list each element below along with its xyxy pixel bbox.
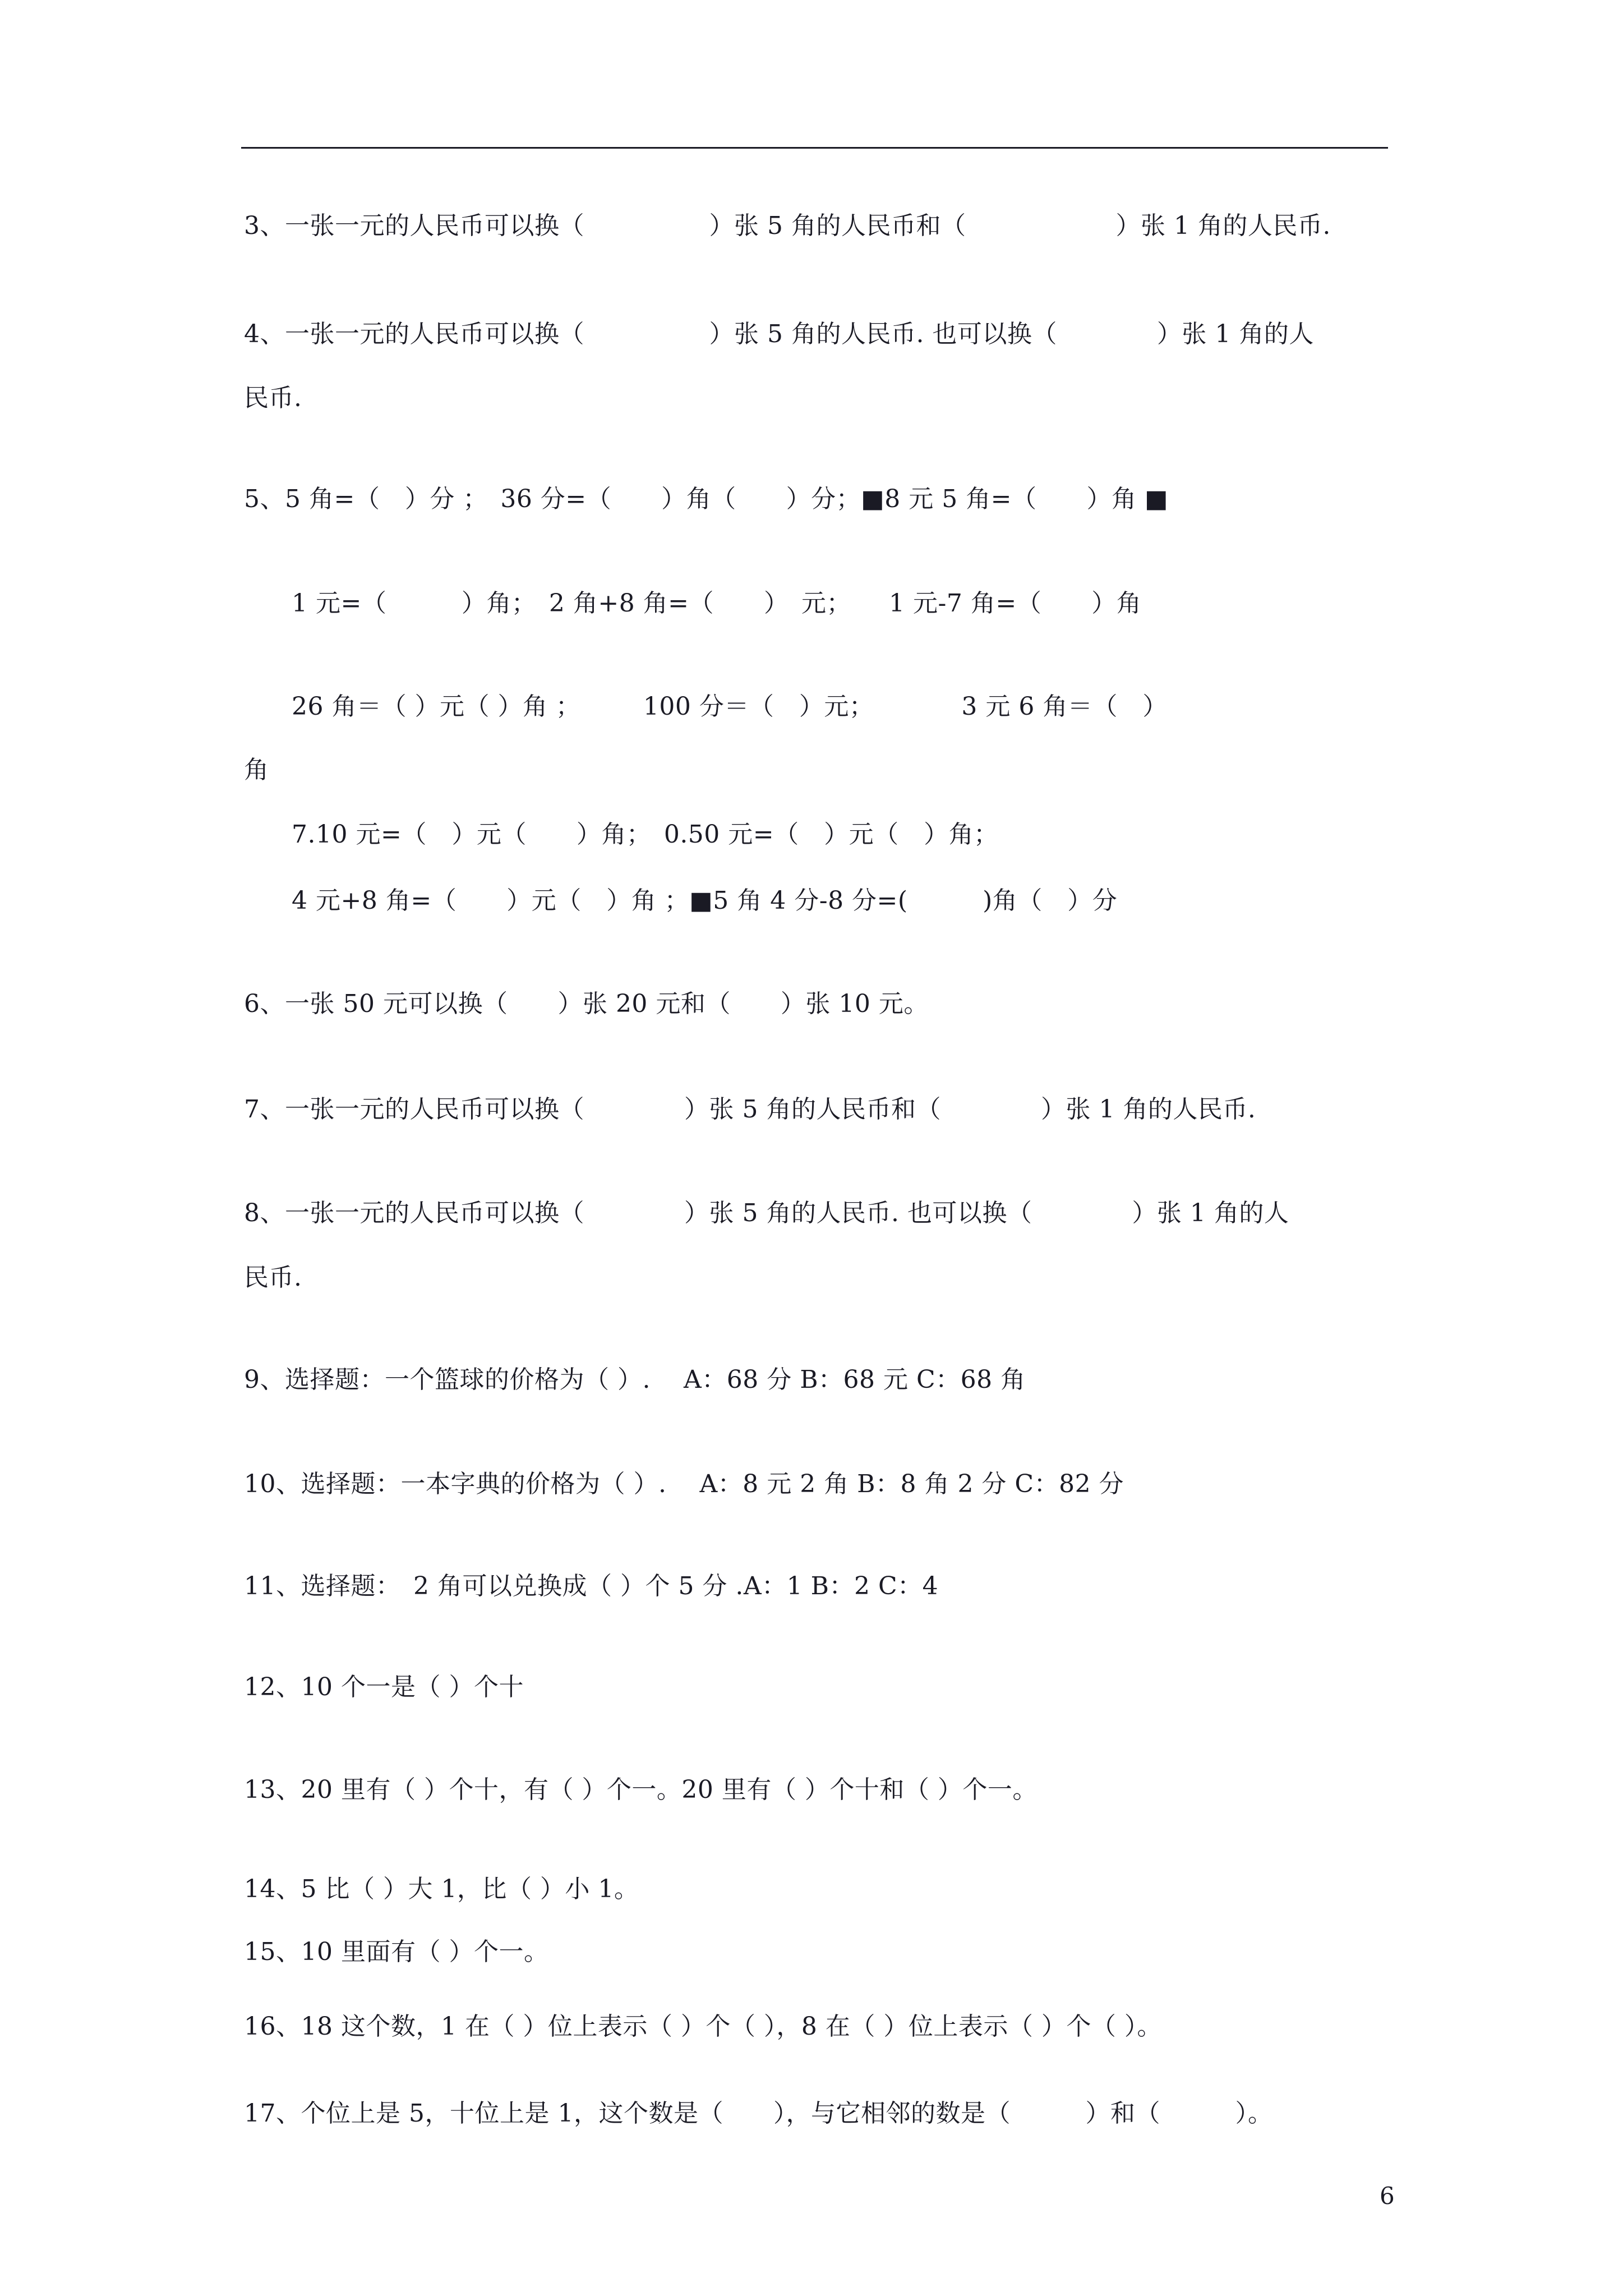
question-14: 14、5 比（ ）大 1，比（ ）小 1。 bbox=[244, 1875, 639, 1903]
question-9: 9、选择题：一个篮球的价格为（ ）. A：68 分 B：68 元 C：68 角 bbox=[244, 1365, 1026, 1394]
question-16: 16、18 这个数，1 在（ ）位上表示（ ）个（ ），8 在（ ）位上表示（ ）个（ ）。 bbox=[244, 2012, 1162, 2041]
question-7: 7、一张一元的人民币可以换（ ）张 5 角的人民币和（ ）张 1 角的人民币. bbox=[244, 1095, 1256, 1124]
question-17: 17、个位上是 5，十位上是 1，这个数是（ ），与它相邻的数是（ ）和（ ）。 bbox=[244, 2099, 1273, 2128]
question-5-line-2: 1 元=（ ）角； 2 角+8 角=（ ） 元； 1 元-7 角=（ ）角 bbox=[292, 589, 1142, 618]
question-13: 13、20 里有（ ）个十，有（ ）个一。20 里有（ ）个十和（ ）个一。 bbox=[244, 1775, 1038, 1804]
question-4-line-2: 民币. bbox=[244, 384, 302, 412]
question-5-line-3: 26 角＝（ ）元（ ）角 ； 100 分＝（ ）元； 3 元 6 角＝（ ） bbox=[292, 692, 1168, 721]
question-4-line-1: 4、一张一元的人民币可以换（ ）张 5 角的人民币. 也可以换（ ）张 1 角的人 bbox=[244, 320, 1314, 348]
question-5-line-5: 7.10 元=（ ）元（ ）角； 0.50 元=（ ）元（ ）角； bbox=[292, 820, 999, 849]
question-5-line-4: 角 bbox=[244, 756, 269, 784]
question-15: 15、10 里面有（ ）个一。 bbox=[244, 1938, 549, 1966]
question-12: 12、10 个一是（ ）个十 bbox=[244, 1673, 524, 1701]
question-8-line-2: 民币. bbox=[244, 1263, 302, 1292]
question-11: 11、选择题： 2 角可以兑换成（ ）个 5 分 .A：1 B：2 C：4 bbox=[244, 1572, 939, 1600]
question-8-line-1: 8、一张一元的人民币可以换（ ）张 5 角的人民币. 也可以换（ ）张 1 角的人 bbox=[244, 1199, 1289, 1227]
question-10: 10、选择题：一本字典的价格为（ ）. A：8 元 2 角 B：8 角 2 分 C：82 分 bbox=[244, 1470, 1124, 1498]
header-rule bbox=[241, 147, 1388, 149]
question-6: 6、一张 50 元可以换（ ）张 20 元和（ ）张 10 元。 bbox=[244, 990, 929, 1018]
question-5-line-1: 5、5 角=（ ）分 ； 36 分=（ ）角（ ）分；■8 元 5 角=（ ）角 ■ bbox=[244, 485, 1169, 513]
page-number: 6 bbox=[1380, 2182, 1395, 2210]
question-5-line-6: 4 元+8 角=（ ）元（ ）角 ；■5 角 4 分-8 分=( )角（ ）分 bbox=[292, 886, 1118, 915]
question-3: 3、一张一元的人民币可以换（ ）张 5 角的人民币和（ ）张 1 角的人民币. bbox=[244, 211, 1331, 240]
